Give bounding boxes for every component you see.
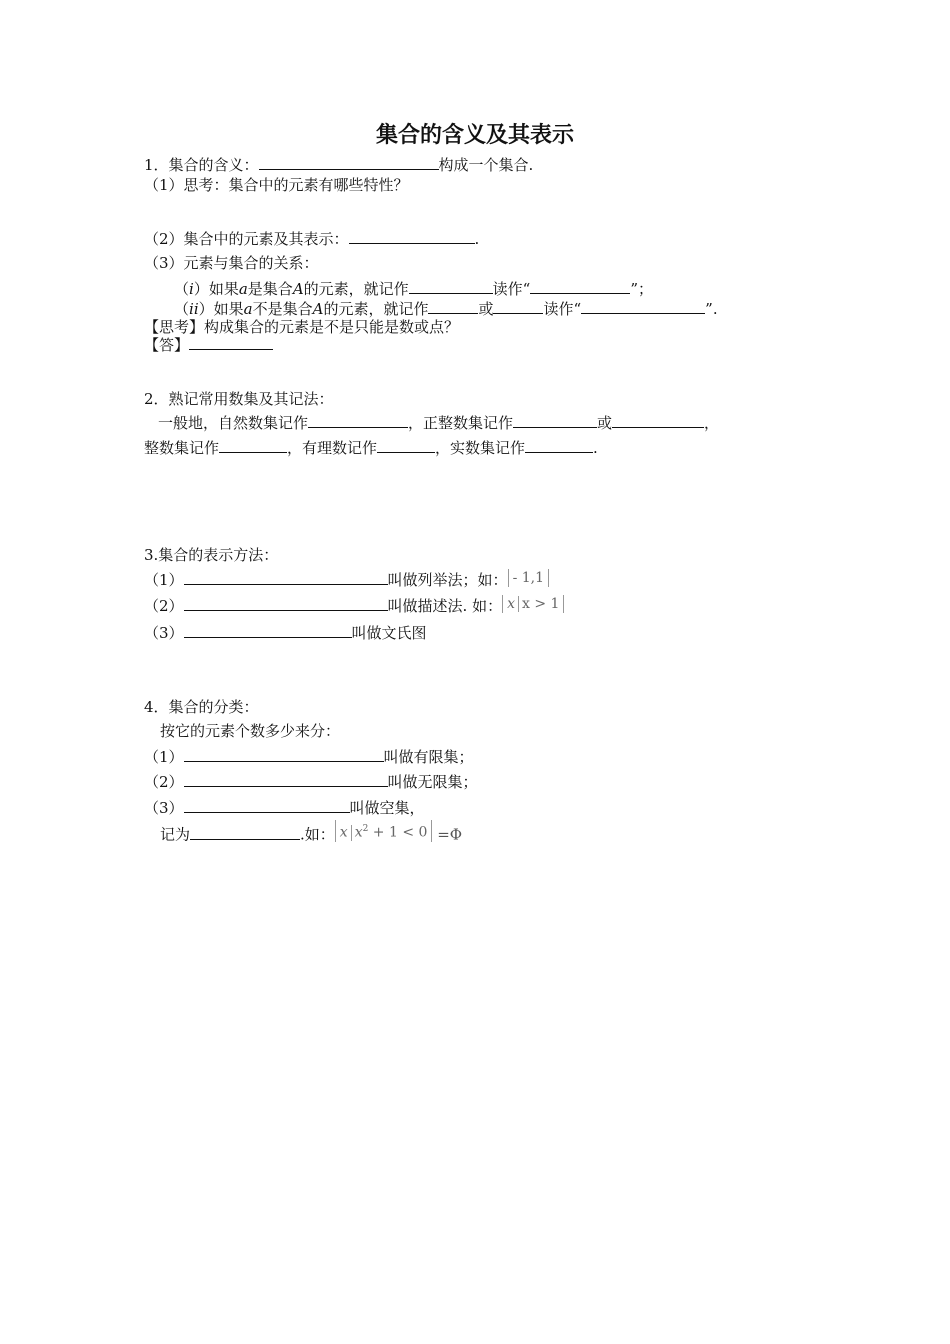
finite-set-blank[interactable]	[184, 747, 384, 762]
finite-set-label: 叫做有限集；	[383, 748, 474, 766]
description-example-set	[502, 595, 564, 613]
empty-set-blank[interactable]	[184, 798, 350, 813]
integer-label: 整数集记作	[144, 439, 220, 457]
i-text3: 的元素，就记作	[303, 280, 409, 298]
example-result: =Φ	[437, 825, 463, 844]
representation-heading: 3.集合的表示方法：	[144, 546, 279, 564]
positive-integers-blank-1[interactable]	[513, 413, 597, 428]
natural-numbers-blank[interactable]	[308, 413, 408, 428]
classification-by-count: 按它的元素个数多少来分：	[160, 722, 341, 740]
natural-label: 一般地，自然数集记作	[158, 414, 309, 432]
line1-end: ，	[704, 414, 720, 432]
think-question: 【思考】构成集合的元素是不是只能是数或点？	[144, 318, 460, 336]
answer-label: 【答】	[144, 336, 190, 354]
or-text: 或	[478, 300, 494, 318]
not-belongs-reading-blank[interactable]	[581, 299, 705, 314]
element-representation-blank[interactable]	[349, 229, 475, 244]
classification-heading: 4．集合的分类：	[144, 698, 259, 716]
denote-label: 记为	[160, 825, 191, 844]
ex-exponent: 2	[362, 824, 369, 834]
empty-example-set	[335, 820, 433, 842]
i-open: （	[174, 280, 190, 298]
i-end: ”；	[630, 280, 654, 298]
meaning-line	[144, 155, 533, 175]
relation-heading: （3）元素与集合的关系：	[144, 254, 319, 272]
read-as: 读作“	[543, 300, 582, 318]
list-example-set	[508, 569, 549, 587]
q2-prefix: （2）集合中的元素及其表示：	[144, 230, 349, 248]
infinite-set-label: 叫做无限集；	[387, 773, 478, 791]
venn-blank[interactable]	[184, 623, 352, 638]
item-number: （3）	[144, 624, 184, 642]
description-method-blank[interactable]	[184, 596, 388, 611]
answer-blank[interactable]	[189, 335, 273, 350]
item-number: （2）	[144, 597, 184, 615]
integers-blank[interactable]	[219, 438, 287, 453]
element-representation-line	[144, 229, 479, 249]
meaning-suffix: 构成一个集合.	[438, 156, 534, 174]
var-a: a	[243, 300, 253, 318]
set-bar	[518, 596, 519, 612]
item-number: （2）	[144, 773, 184, 791]
number-sets-heading: 2．熟记常用数集及其记法：	[144, 390, 334, 408]
number-sets-line1	[158, 413, 719, 433]
relation-ii-line	[174, 299, 718, 319]
belongs-reading-blank[interactable]	[530, 279, 630, 294]
venn-label: 叫做文氏图	[351, 624, 427, 642]
reals-blank[interactable]	[525, 438, 593, 453]
real-label: ，实数集记作	[435, 439, 526, 457]
var-A: A	[312, 300, 324, 318]
var-A: A	[292, 280, 304, 298]
read-as: 读作“	[492, 280, 531, 298]
ex-rest: + 1 < 0	[368, 824, 428, 841]
venn-line	[144, 623, 427, 643]
empty-set-notation-line	[160, 823, 462, 845]
ii-label: ii	[189, 300, 199, 318]
relation-i-line	[174, 279, 653, 299]
belongs-notation-blank[interactable]	[409, 279, 493, 294]
infinite-set-blank[interactable]	[184, 772, 388, 787]
ii-end: ”.	[705, 300, 718, 318]
think-properties: （1）思考：集合中的元素有哪些特性？	[144, 176, 409, 194]
q2-suffix: .	[474, 230, 480, 248]
not-belongs-notation-blank-2[interactable]	[493, 299, 543, 314]
answer-line	[144, 335, 273, 355]
finite-set-line	[144, 747, 474, 767]
description-method-label: 叫做描述法. 如：	[387, 597, 503, 615]
number-sets-line2	[144, 438, 598, 458]
ex-base: x	[354, 824, 363, 841]
list-method-line	[144, 570, 549, 590]
set-bar	[351, 825, 352, 841]
empty-set-line	[144, 798, 425, 818]
infinite-set-line	[144, 772, 478, 792]
i-text1: ）如果	[193, 280, 239, 298]
item-number: （1）	[144, 571, 184, 589]
positive-integers-blank-2[interactable]	[612, 413, 704, 428]
rationals-blank[interactable]	[377, 438, 435, 453]
var-a: a	[238, 280, 248, 298]
empty-set-label: 叫做空集，	[349, 799, 425, 817]
positive-int-label: ，正整数集记作	[408, 414, 514, 432]
meaning-prefix: 1．集合的含义：	[144, 156, 259, 174]
rational-label: ，有理数记作	[287, 439, 378, 457]
list-method-label: 叫做列举法；如：	[387, 571, 508, 589]
list-method-blank[interactable]	[184, 570, 388, 585]
meaning-blank[interactable]	[259, 155, 439, 170]
i-label: i	[189, 280, 194, 298]
ii-text2: 不是集合	[252, 300, 313, 318]
empty-set-symbol-blank[interactable]	[190, 825, 300, 840]
description-method-line	[144, 596, 564, 616]
example-prefix: .如：	[300, 825, 335, 844]
i-text2: 是集合	[247, 280, 293, 298]
ii-open: （	[174, 300, 190, 318]
ii-text3: 的元素，就记作	[323, 300, 429, 318]
desc-condition: x > 1	[522, 596, 560, 612]
list-example-text: - 1,1	[512, 570, 545, 586]
item-number: （3）	[144, 799, 184, 817]
not-belongs-notation-blank-1[interactable]	[428, 299, 478, 314]
item-number: （1）	[144, 748, 184, 766]
page-title: 集合的含义及其表示	[375, 123, 574, 148]
desc-var-x: x	[507, 596, 515, 612]
or-text: 或	[597, 414, 613, 432]
ex-var-x: x	[339, 824, 348, 841]
line2-end: .	[593, 439, 598, 457]
ii-text1: ）如果	[198, 300, 244, 318]
